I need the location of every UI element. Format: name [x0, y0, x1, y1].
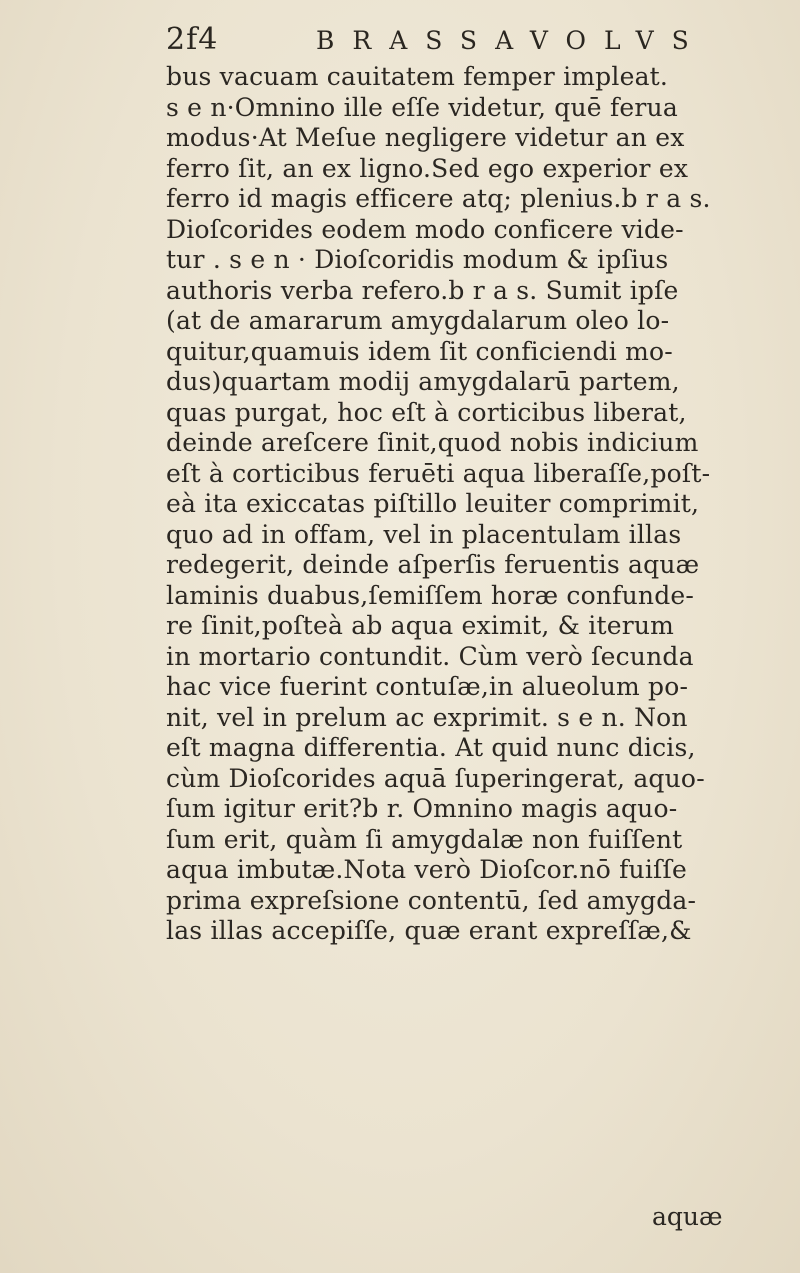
page-header — [166, 20, 726, 64]
text-line: laminis duabus,ſemiſſem horæ confunde- — [166, 580, 695, 610]
text-line: deinde areſcere ſinit,quod nobis indicium — [166, 428, 699, 457]
text-line: hac vice fuerint contuſæ,in alueolum po- — [166, 672, 689, 701]
page-number: 2f4 — [166, 22, 219, 57]
text-line: (at de amararum amygdalarum oleo lo- — [166, 306, 670, 335]
text-line: quitur,quamuis idem ſit conficiendi mo- — [166, 336, 673, 366]
text-line: modus·At Meſue negligere videtur an ex — [166, 123, 685, 152]
text-line: redegerit, deinde aſperſis feruentis aquæ — [166, 550, 700, 579]
text-line: Dioſcorides eodem modo conficere vide- — [166, 214, 684, 244]
text-line: ferro id magis efficere atq; plenius.b r a s. — [166, 184, 711, 213]
text-line: in mortario contundit. Cùm verò ſecunda — [166, 641, 694, 671]
text-line: s e n·Omnino ille eſſe videtur, quē ferua — [166, 92, 678, 122]
text-line: re ſinit,poſteà ab aqua eximit, & iterum — [166, 611, 675, 640]
text-line: tur . s e n · Dioſcoridis modum & ipſius — [166, 245, 669, 274]
text-line: bus vacuam cauitatem femper impleat. — [166, 62, 669, 91]
text-line: aqua imbutæ.Nota verò Dioſcor.nō fuiſſe — [166, 855, 687, 884]
text-line: eà ita exiccatas piſtillo leuiter comprimit, — [166, 489, 700, 518]
text-line: eſt à corticibus feruēti aqua liberaſſe,poſt- — [166, 458, 711, 488]
text-line: eſt magna differentia. At quid nunc dicis, — [166, 733, 696, 762]
text-line: quo ad in offam, vel in placentulam illas — [166, 519, 682, 549]
text-line: las illas accepiſſe, quæ erant expreſſæ,& — [166, 916, 692, 945]
text-line: cùm Dioſcorides aquā ſuperingerat, aquo- — [166, 763, 705, 793]
text-line: ſum igitur erit?b r. Omnino magis aquo- — [166, 794, 678, 823]
text-line: quas purgat, hoc eſt à corticibus liberat, — [166, 397, 687, 427]
text-line: ferro ſit, an ex ligno.Sed ego experior ex — [166, 153, 689, 183]
catchword: aquæ — [652, 1202, 723, 1231]
text-line: ſum erit, quàm ſi amygdalæ non fuiſſent — [166, 824, 683, 854]
text-line: nit, vel in prelum ac exprimit. s e n. Non — [166, 702, 688, 732]
body-text — [166, 62, 800, 947]
running-head: BRASSAVOLVS — [316, 26, 707, 55]
text-line: prima expreſsione contentū, ſed amygda- — [166, 885, 697, 915]
text-line: authoris verba refero.b r a s. Sumit ipſe — [166, 275, 679, 305]
text-line: dus)quartam modij amygdalarū partem, — [166, 367, 680, 396]
